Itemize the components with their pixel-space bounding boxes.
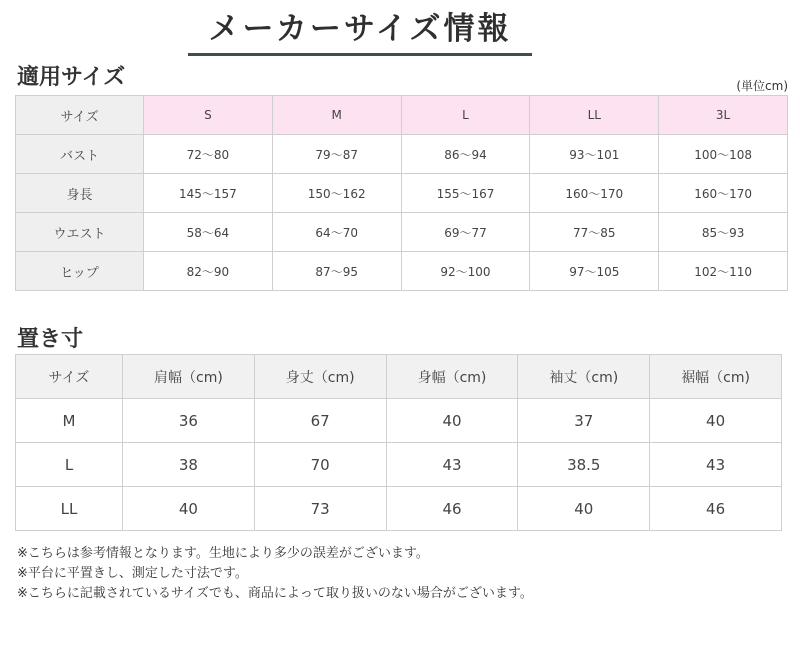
- table-header-row: [16, 355, 782, 399]
- measurement-table: [15, 354, 782, 531]
- size-header-l: L: [401, 96, 530, 135]
- table-cell: 69～77: [401, 213, 530, 252]
- table-row: [16, 174, 788, 213]
- table-cell: 43: [650, 443, 782, 487]
- column-header: サイズ: [16, 355, 123, 399]
- column-header: サイズ: [16, 96, 144, 135]
- table-row: [16, 443, 782, 487]
- table-row: [16, 252, 788, 291]
- row-header: バスト: [16, 135, 144, 174]
- table-cell: 87～95: [272, 252, 401, 291]
- table-cell: 93～101: [530, 135, 659, 174]
- table-cell: 160～170: [659, 174, 788, 213]
- table-header-row: [16, 96, 788, 135]
- size-header-3l: 3L: [659, 96, 788, 135]
- table-cell: 150～162: [272, 174, 401, 213]
- column-header: 肩幅（cm): [123, 355, 255, 399]
- size-header-m: M: [272, 96, 401, 135]
- table-cell: 67: [254, 399, 386, 443]
- fit-size-heading: 適用サイズ: [17, 65, 126, 90]
- table-cell: 46: [386, 487, 518, 531]
- column-header: 袖丈（cm): [518, 355, 650, 399]
- table-cell: 155～167: [401, 174, 530, 213]
- table-cell: 40: [386, 399, 518, 443]
- note-line: ※こちらに記載されているサイズでも、商品によって取り扱いのない場合がございます。: [17, 586, 533, 601]
- page-title: メーカーサイズ情報: [208, 11, 512, 47]
- column-header: 裾幅（cm): [650, 355, 782, 399]
- fit-size-table: [15, 95, 788, 291]
- column-header: 身丈（cm): [254, 355, 386, 399]
- measurement-heading: 置き寸: [17, 327, 84, 352]
- table-row: [16, 487, 782, 531]
- table-cell: 86～94: [401, 135, 530, 174]
- table-cell: 73: [254, 487, 386, 531]
- table-cell: 40: [650, 399, 782, 443]
- row-header: M: [16, 399, 123, 443]
- table-cell: 40: [123, 487, 255, 531]
- table-row: [16, 213, 788, 252]
- row-header: LL: [16, 487, 123, 531]
- table-cell: 43: [386, 443, 518, 487]
- table-cell: 46: [650, 487, 782, 531]
- table-cell: 58～64: [144, 213, 273, 252]
- table-cell: 82～90: [144, 252, 273, 291]
- table-cell: 92～100: [401, 252, 530, 291]
- table-cell: 72～80: [144, 135, 273, 174]
- notes: [17, 544, 533, 604]
- table-cell: 37: [518, 399, 650, 443]
- note-line: ※平台に平置きし、測定した寸法です。: [17, 566, 248, 581]
- row-header: ヒップ: [16, 252, 144, 291]
- table-cell: 38.5: [518, 443, 650, 487]
- column-header: 身幅（cm): [386, 355, 518, 399]
- table-cell: 102～110: [659, 252, 788, 291]
- table-cell: 160～170: [530, 174, 659, 213]
- table-cell: 40: [518, 487, 650, 531]
- row-header: L: [16, 443, 123, 487]
- note-line: ※こちらは参考情報となります。生地により多少の誤差がございます。: [17, 546, 429, 561]
- table-cell: 97～105: [530, 252, 659, 291]
- title-underline: [188, 53, 532, 56]
- table-cell: 145～157: [144, 174, 273, 213]
- table-cell: 36: [123, 399, 255, 443]
- row-header: 身長: [16, 174, 144, 213]
- table-cell: 79～87: [272, 135, 401, 174]
- table-row: [16, 399, 782, 443]
- table-cell: 85～93: [659, 213, 788, 252]
- table-cell: 38: [123, 443, 255, 487]
- size-header-ll: LL: [530, 96, 659, 135]
- row-header: ウエスト: [16, 213, 144, 252]
- table-cell: 100～108: [659, 135, 788, 174]
- unit-note: (単位cm): [736, 79, 788, 93]
- table-cell: 77～85: [530, 213, 659, 252]
- table-cell: 70: [254, 443, 386, 487]
- table-row: [16, 135, 788, 174]
- size-header-s: S: [144, 96, 273, 135]
- table-cell: 64～70: [272, 213, 401, 252]
